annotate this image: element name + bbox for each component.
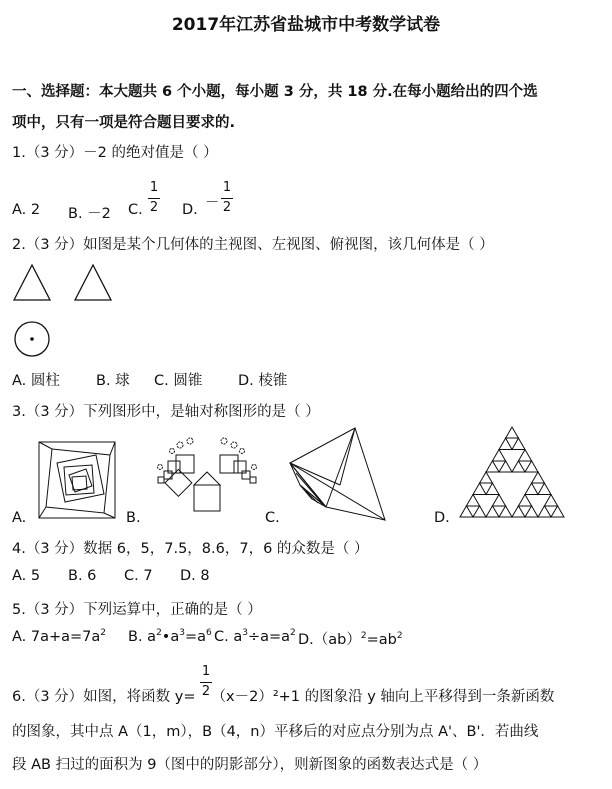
q1-option-b: B. －2 [68,206,111,222]
q6-fraction-bar [200,682,212,683]
section-heading-line2: 项中，只有一项是符合题目要求的. [12,115,236,131]
q4-option-a: A. 5 [12,568,41,584]
q1-d-fraction-bar [221,198,233,199]
q1-d-numerator: 1 [222,180,232,195]
q4-stem: 4.（3 分）数据 6，5，7.5，8.6，7，6 的众数是（ ） [12,541,369,557]
figure-c-triangle-spiral [290,428,385,520]
q6-stem-line1: 6.（3 分）如图，将函数 y= （x－2）²+1 的图象沿 y 轴向上平移得到一条新函数 [12,689,555,705]
q2-option-d: D. 棱锥 [238,373,288,389]
q4-option-b: B. 6 [68,568,97,584]
side-view-triangle [75,265,111,300]
figure-b-pythagoras-tree [158,438,257,511]
q1-c-denominator: 2 [149,200,159,215]
q3-option-c: C. [265,510,280,526]
q1-c-fraction-bar [148,198,160,199]
q6-stem-line2: 的图象，其中点 A（1，m），B（4，n）平移后的对应点分别为点 A'、B'．若曲线 [12,724,539,740]
q3-stem: 3.（3 分）下列图形中，是轴对称图形的是（ ） [12,404,320,420]
q1-c-numerator: 1 [149,180,159,195]
figure-a-nested-squares [39,442,115,518]
top-view-center-dot [30,337,34,341]
q1-option-d-label: D. [182,202,198,218]
q6-denominator: 2 [201,684,211,699]
q3-option-b: B. [126,510,141,526]
q2-option-c: C. 圆锥 [154,373,203,389]
q5-stem: 5.（3 分）下列运算中，正确的是（ ） [12,602,262,618]
q5-option-a: A. $7a+a=7a^2$ [12,628,107,645]
q6-stem-line3: 段 AB 扫过的面积为 9（图中的阴影部分），则新图象的函数表达式是（ ） [12,757,488,773]
q5-option-b: B. $a^2•a^3=a^6$ [128,628,212,645]
section-heading-line1: 一、选择题：本大题共 6 个小题，每小题 3 分，共 18 分.在每小题给出的四个选 [12,84,538,100]
q1-d-sign: － [205,195,220,211]
q3-option-a: A. [12,510,27,526]
q1-stem: 1.（3 分）－2 的绝对值是（ ） [12,145,218,161]
q5-option-c: C. $a^3\div a=a^2$ [214,628,296,645]
q1-option-c-label: C. [128,202,143,218]
q5-option-d: $D.(ab)^2=ab^2$ [298,631,403,648]
q3-option-d: D. [434,510,450,526]
figure-d-sierpinski-triangle [460,427,564,517]
q2-option-a: A. 圆柱 [12,373,60,389]
q2-stem: 2.（3 分）如图是某个几何体的主视图、左视图、俯视图，该几何体是（ ） [12,237,494,253]
q3-figures [0,425,612,525]
front-view-triangle [14,265,50,300]
q4-option-c: C. 7 [124,568,153,584]
q1-d-denominator: 2 [222,200,232,215]
q2-three-views-figure [0,255,612,375]
q2-option-b: B. 球 [96,373,130,389]
q1-option-a: A. 2 [12,202,41,218]
q6-numerator: 1 [201,664,211,679]
q4-option-d: D. 8 [180,568,210,584]
page-title: 2017年江苏省盐城市中考数学试卷 [171,15,441,35]
